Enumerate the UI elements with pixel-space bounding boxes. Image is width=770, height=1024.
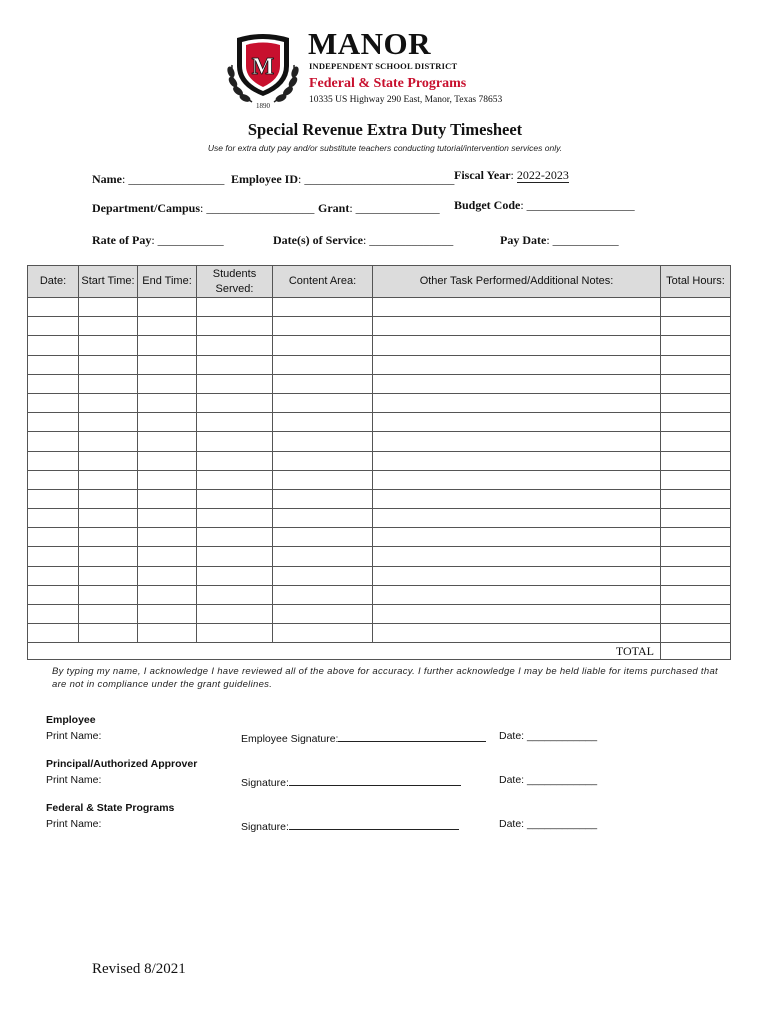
table-row	[28, 624, 731, 643]
cell-date[interactable]	[28, 432, 79, 451]
cell-date[interactable]	[28, 298, 79, 317]
cell-start-time[interactable]	[79, 547, 138, 566]
cell-content-area[interactable]	[273, 605, 373, 624]
cell-students-served[interactable]	[197, 489, 273, 508]
cell-students-served[interactable]	[197, 336, 273, 355]
cell-start-time[interactable]	[79, 413, 138, 432]
acknowledgement-text: By typing my name, I acknowledge I have reviewed all of the above for accuracy. I further acknowledge I may be held liable for items purchased that are not in compliance under the grant guidelines.	[52, 666, 718, 690]
cell-students-served[interactable]	[197, 317, 273, 336]
cell-start-time[interactable]	[79, 605, 138, 624]
cell-notes[interactable]	[373, 489, 661, 508]
cell-start-time[interactable]	[79, 298, 138, 317]
cell-notes[interactable]	[373, 509, 661, 528]
cell-students-served[interactable]	[197, 528, 273, 547]
col-header-notes: Other Task Performed/Additional Notes:	[373, 266, 661, 298]
cell-notes[interactable]	[373, 317, 661, 336]
cell-date[interactable]	[28, 585, 79, 604]
cell-date[interactable]	[28, 547, 79, 566]
federal-state-heading: Federal & State Programs	[46, 802, 175, 814]
table-row	[28, 413, 731, 432]
col-header-students-served: Students Served:	[197, 266, 273, 298]
table-row	[28, 509, 731, 528]
cell-notes[interactable]	[373, 336, 661, 355]
employee-id-field[interactable]: Employee ID: _________________________	[231, 172, 455, 186]
cell-total-hours[interactable]	[661, 317, 731, 336]
cell-content-area[interactable]	[273, 585, 373, 604]
cell-date[interactable]	[28, 566, 79, 585]
cell-date[interactable]	[28, 451, 79, 470]
cell-end-time[interactable]	[138, 547, 197, 566]
cell-start-time[interactable]	[79, 470, 138, 489]
cell-date[interactable]	[28, 317, 79, 336]
cell-total-hours[interactable]	[661, 374, 731, 393]
cell-content-area[interactable]	[273, 489, 373, 508]
fiscal-year-field[interactable]: Fiscal Year: 2022-2023	[454, 168, 569, 182]
table-row	[28, 547, 731, 566]
employee-print-name[interactable]: Print Name:	[46, 730, 102, 742]
cell-end-time[interactable]	[138, 566, 197, 585]
cell-date[interactable]	[28, 393, 79, 412]
cell-date[interactable]	[28, 509, 79, 528]
cell-total-hours[interactable]	[661, 585, 731, 604]
cell-end-time[interactable]	[138, 451, 197, 470]
cell-notes[interactable]	[373, 298, 661, 317]
cell-content-area[interactable]	[273, 566, 373, 585]
cell-date[interactable]	[28, 374, 79, 393]
cell-date[interactable]	[28, 528, 79, 547]
table-row	[28, 393, 731, 412]
cell-start-time[interactable]	[79, 317, 138, 336]
cell-start-time[interactable]	[79, 451, 138, 470]
table-row	[28, 585, 731, 604]
department-field[interactable]: Department/Campus: __________________	[92, 201, 315, 215]
approver-print-name[interactable]: Print Name:	[46, 774, 102, 786]
table-row	[28, 451, 731, 470]
employee-heading: Employee	[46, 714, 96, 726]
cell-end-time[interactable]	[138, 393, 197, 412]
rate-of-pay-field[interactable]: Rate of Pay: ___________	[92, 233, 224, 247]
cell-start-time[interactable]	[79, 374, 138, 393]
cell-end-time[interactable]	[138, 298, 197, 317]
table-row	[28, 355, 731, 374]
table-row	[28, 317, 731, 336]
cell-students-served[interactable]	[197, 585, 273, 604]
cell-date[interactable]	[28, 470, 79, 489]
cell-students-served[interactable]	[197, 413, 273, 432]
cell-date[interactable]	[28, 355, 79, 374]
cell-content-area[interactable]	[273, 528, 373, 547]
cell-students-served[interactable]	[197, 566, 273, 585]
cell-end-time[interactable]	[138, 374, 197, 393]
table-row	[28, 528, 731, 547]
cell-content-area[interactable]	[273, 355, 373, 374]
cell-start-time[interactable]	[79, 566, 138, 585]
cell-end-time[interactable]	[138, 509, 197, 528]
approver-signature-field[interactable]: Signature:	[241, 774, 461, 789]
cell-notes[interactable]	[373, 355, 661, 374]
federal-state-signature-field[interactable]: Signature:	[241, 818, 459, 833]
cell-date[interactable]	[28, 336, 79, 355]
cell-students-served[interactable]	[197, 605, 273, 624]
shield-logo-icon	[222, 30, 304, 112]
employee-date-field[interactable]: Date: ____________	[499, 730, 598, 742]
table-row	[28, 566, 731, 585]
employee-signature-field[interactable]: Employee Signature:	[241, 730, 486, 745]
cell-total-hours[interactable]	[661, 393, 731, 412]
cell-notes[interactable]	[373, 547, 661, 566]
cell-start-time[interactable]	[79, 355, 138, 374]
cell-start-time[interactable]	[79, 432, 138, 451]
pay-date-field[interactable]: Pay Date: ___________	[500, 233, 619, 247]
cell-total-hours[interactable]	[661, 605, 731, 624]
cell-content-area[interactable]	[273, 432, 373, 451]
cell-end-time[interactable]	[138, 585, 197, 604]
cell-total-hours[interactable]	[661, 355, 731, 374]
cell-start-time[interactable]	[79, 489, 138, 508]
cell-students-served[interactable]	[197, 298, 273, 317]
cell-notes[interactable]	[373, 585, 661, 604]
cell-content-area[interactable]	[273, 470, 373, 489]
svg-text:1890: 1890	[256, 102, 270, 110]
cell-students-served[interactable]	[197, 355, 273, 374]
cell-total-hours[interactable]	[661, 566, 731, 585]
col-header-content-area: Content Area:	[273, 266, 373, 298]
cell-total-hours[interactable]	[661, 470, 731, 489]
cell-end-time[interactable]	[138, 413, 197, 432]
cell-total-hours[interactable]	[661, 489, 731, 508]
cell-content-area[interactable]	[273, 393, 373, 412]
cell-total-hours[interactable]	[661, 547, 731, 566]
cell-content-area[interactable]	[273, 509, 373, 528]
cell-end-time[interactable]	[138, 624, 197, 643]
cell-students-served[interactable]	[197, 547, 273, 566]
cell-content-area[interactable]	[273, 374, 373, 393]
svg-text:M: M	[251, 54, 275, 80]
total-hours-value[interactable]	[661, 643, 731, 660]
cell-total-hours[interactable]	[661, 413, 731, 432]
cell-content-area[interactable]	[273, 317, 373, 336]
table-row	[28, 374, 731, 393]
cell-start-time[interactable]	[79, 336, 138, 355]
cell-notes[interactable]	[373, 605, 661, 624]
table-row	[28, 432, 731, 451]
cell-notes[interactable]	[373, 393, 661, 412]
cell-notes[interactable]	[373, 566, 661, 585]
cell-students-served[interactable]	[197, 432, 273, 451]
cell-students-served[interactable]	[197, 470, 273, 489]
cell-students-served[interactable]	[197, 509, 273, 528]
cell-end-time[interactable]	[138, 317, 197, 336]
address: 10335 US Highway 290 East, Manor, Texas 78653	[309, 95, 503, 105]
cell-notes[interactable]	[373, 451, 661, 470]
cell-date[interactable]	[28, 489, 79, 508]
cell-students-served[interactable]	[197, 374, 273, 393]
col-header-start-time: Start Time:	[79, 266, 138, 298]
cell-students-served[interactable]	[197, 393, 273, 412]
cell-content-area[interactable]	[273, 413, 373, 432]
cell-end-time[interactable]	[138, 336, 197, 355]
federal-state-print-name[interactable]: Print Name:	[46, 818, 102, 830]
revision-note: Revised 8/2021	[92, 961, 186, 977]
total-row	[28, 643, 731, 660]
budget-code-field[interactable]: Budget Code: __________________	[454, 198, 635, 212]
cell-date[interactable]	[28, 605, 79, 624]
cell-end-time[interactable]	[138, 605, 197, 624]
district-logo	[222, 30, 304, 112]
table-row	[28, 298, 731, 317]
cell-notes[interactable]	[373, 374, 661, 393]
cell-end-time[interactable]	[138, 432, 197, 451]
cell-start-time[interactable]	[79, 393, 138, 412]
table-row	[28, 605, 731, 624]
cell-end-time[interactable]	[138, 470, 197, 489]
table-row	[28, 489, 731, 508]
approver-date-field[interactable]: Date: ____________	[499, 774, 598, 786]
department-name: Federal & State Programs	[309, 76, 467, 91]
cell-total-hours[interactable]	[661, 298, 731, 317]
cell-notes[interactable]	[373, 470, 661, 489]
page-title: Special Revenue Extra Duty Timesheet	[247, 120, 523, 139]
cell-date[interactable]	[28, 624, 79, 643]
dates-of-service-field[interactable]: Date(s) of Service: ______________	[273, 233, 454, 247]
cell-end-time[interactable]	[138, 489, 197, 508]
org-name: MANOR	[308, 26, 432, 61]
cell-content-area[interactable]	[273, 547, 373, 566]
name-field[interactable]: Name: ________________	[92, 172, 225, 186]
cell-total-hours[interactable]	[661, 336, 731, 355]
cell-total-hours[interactable]	[661, 432, 731, 451]
col-header-date: Date:	[28, 266, 79, 298]
cell-content-area[interactable]	[273, 298, 373, 317]
cell-total-hours[interactable]	[661, 624, 731, 643]
cell-date[interactable]	[28, 413, 79, 432]
col-header-end-time: End Time:	[138, 266, 197, 298]
cell-end-time[interactable]	[138, 528, 197, 547]
approver-heading: Principal/Authorized Approver	[46, 758, 198, 770]
federal-state-date-field[interactable]: Date: ____________	[499, 818, 598, 830]
cell-notes[interactable]	[373, 432, 661, 451]
cell-end-time[interactable]	[138, 355, 197, 374]
table-row	[28, 470, 731, 489]
org-subtitle: INDEPENDENT SCHOOL DISTRICT	[309, 61, 458, 71]
total-label: TOTAL	[28, 643, 661, 660]
cell-start-time[interactable]	[79, 528, 138, 547]
cell-total-hours[interactable]	[661, 528, 731, 547]
cell-start-time[interactable]	[79, 509, 138, 528]
cell-notes[interactable]	[373, 624, 661, 643]
timesheet-table	[27, 265, 731, 660]
col-header-total-hours: Total Hours:	[661, 266, 731, 298]
cell-notes[interactable]	[373, 413, 661, 432]
grant-field[interactable]: Grant: ______________	[318, 201, 440, 215]
cell-content-area[interactable]	[273, 624, 373, 643]
cell-start-time[interactable]	[79, 624, 138, 643]
cell-start-time[interactable]	[79, 585, 138, 604]
cell-content-area[interactable]	[273, 336, 373, 355]
cell-students-served[interactable]	[197, 624, 273, 643]
table-header-row	[28, 266, 731, 298]
cell-notes[interactable]	[373, 528, 661, 547]
table-row	[28, 336, 731, 355]
cell-students-served[interactable]	[197, 451, 273, 470]
page-subtitle: Use for extra duty pay and/or substitute teachers conducting tutorial/intervention services only.	[207, 143, 563, 153]
cell-total-hours[interactable]	[661, 509, 731, 528]
cell-total-hours[interactable]	[661, 451, 731, 470]
cell-content-area[interactable]	[273, 451, 373, 470]
